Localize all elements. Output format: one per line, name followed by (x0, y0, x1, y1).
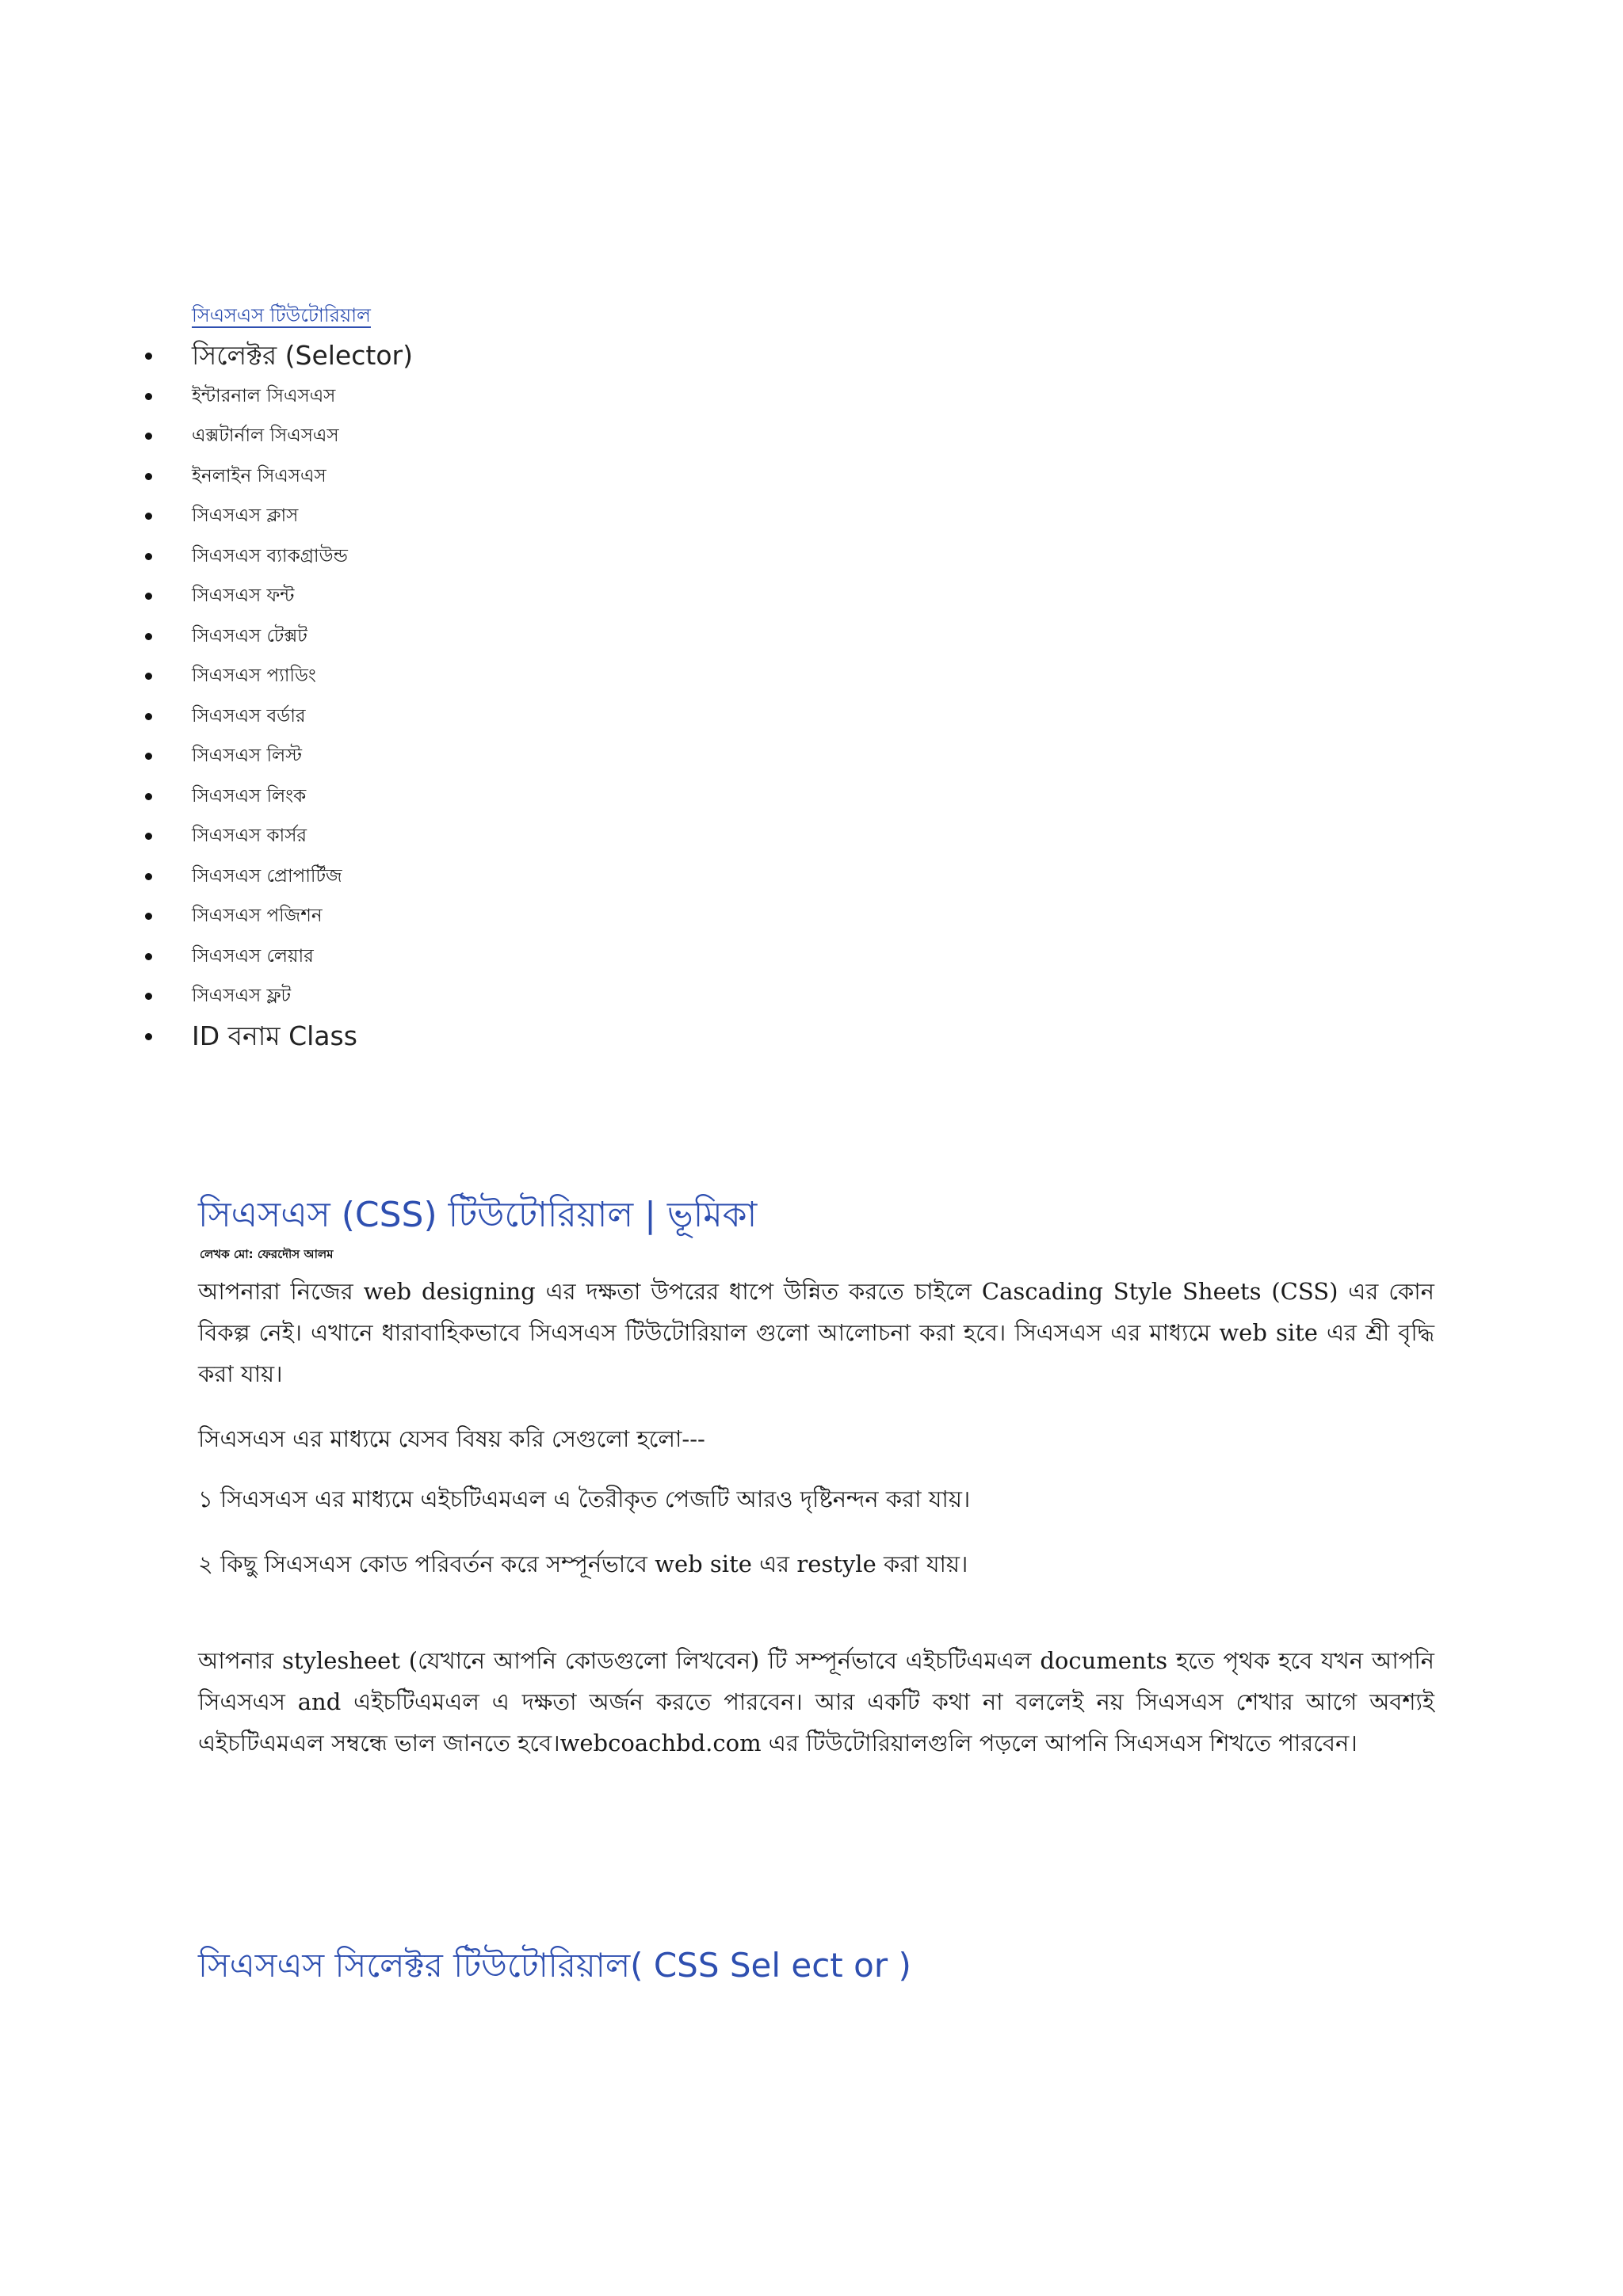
toc-item-css-position[interactable] (0, 896, 413, 936)
bullet-icon (145, 713, 152, 720)
author-byline: লেখক মো: ফেরদৌস আলম (200, 1247, 334, 1261)
toc-item-label: সিএসএস ফ্লট (192, 986, 292, 1006)
toc-item-css-link[interactable] (0, 776, 413, 817)
bullet-icon (145, 593, 152, 600)
bullet-icon (145, 833, 152, 840)
toc-item-css-text[interactable] (0, 616, 413, 657)
toc-item-id-vs-class[interactable] (0, 1016, 413, 1057)
bullet-icon (145, 873, 152, 880)
toc-item-label: সিএসএস লেয়ার (192, 945, 314, 967)
toc-item-internal-css[interactable] (0, 376, 413, 417)
toc-item-css-float[interactable] (0, 976, 413, 1016)
intro-paragraph: আপনারা নিজের web designing এর দক্ষতা উপরের ধাপে উন্নিত করতে চাইলে Cascading Style Sheets (CSS) এর কোন বিকল্প নেই। এখানে ধারাবাহিকভাবে সিএসএস টিউটোরিয়াল গুলো আলোচনা করা হবে। সিএসএস এর মাধ্যমে web site এর শ্রী বৃদ্ধি করা যায়। (198, 1278, 1434, 1387)
selector-section-title: সিএসএস সিলেক্টর টিউটোরিয়াল( CSS Sel ect or ) (198, 1946, 911, 1985)
bullet-icon (145, 673, 152, 680)
toc-item-label: সিএসএস ক্লাস (192, 505, 299, 526)
toc-item-label: ID বনাম Class (192, 1020, 357, 1051)
toc-item-label: সিএসএস কার্সর (192, 826, 307, 846)
toc-item-label: ইনলাইন সিএসএস (192, 465, 327, 486)
intro-point-2: ২ কিছু সিএসএস কোড পরিবর্তন করে সম্পূর্নভাবে web site এর restyle করা যায়। (198, 1550, 968, 1577)
bullet-icon (145, 793, 152, 800)
toc-item-css-properties[interactable] (0, 856, 413, 897)
toc-item-css-cursor[interactable] (0, 816, 413, 856)
toc-item-css-background[interactable] (0, 536, 413, 577)
bullet-icon (145, 633, 152, 640)
toc-list (0, 336, 413, 1056)
bullet-icon (145, 913, 152, 920)
intro-title: সিএসএস (CSS) টিউটোরিয়াল | ভূমিকা (198, 1195, 758, 1235)
toc-item-label: সিএসএস বর্ডার (192, 705, 306, 727)
toc-item-inline-css[interactable] (0, 456, 413, 497)
toc-item-label: সিএসএস ব্যাকগ্রাউন্ড (192, 545, 348, 566)
toc-item-label: সিএসএস টেক্সট (192, 625, 307, 646)
toc-item-css-list[interactable] (0, 736, 413, 776)
bullet-icon (145, 953, 152, 960)
toc-item-css-border[interactable] (0, 696, 413, 737)
toc-item-external-css[interactable] (0, 416, 413, 456)
bullet-icon (145, 353, 152, 360)
toc-item-label: সিএসএস প্রোপার্টিজ (192, 865, 342, 887)
toc-item-label: সিলেক্টর (Selector) (192, 340, 413, 371)
bullet-icon (145, 473, 152, 480)
bullet-icon (145, 753, 152, 760)
toc-item-label: এক্সটার্নাল সিএসএস (192, 425, 339, 446)
toc-item-label: সিএসএস লিংক (192, 785, 307, 807)
toc-item-label: সিএসএস লিস্ট (192, 746, 303, 766)
bullet-icon (145, 553, 152, 560)
toc-item-selector[interactable] (0, 336, 413, 376)
bullet-icon (145, 993, 152, 1000)
toc-item-css-layer[interactable] (0, 936, 413, 977)
toc-heading-link[interactable]: সিএসএস টিউটোরিয়াল (192, 304, 371, 326)
toc-item-css-padding[interactable] (0, 656, 413, 696)
toc-item-label: সিএসএস প্যাডিং (192, 666, 316, 686)
toc-item-label: সিএসএস ফন্ট (192, 585, 295, 606)
toc-item-css-class[interactable] (0, 496, 413, 536)
toc-item-css-font[interactable] (0, 576, 413, 616)
toc-item-label: ইন্টারনাল সিএসএস (192, 385, 336, 406)
bullet-icon (145, 393, 152, 400)
intro-lead-in: সিএসএস এর মাধ্যমে যেসব বিষয় করি সেগুলো হলো--- (198, 1425, 705, 1452)
bullet-icon (145, 513, 152, 520)
intro-point-1: ১ সিএসএস এর মাধ্যমে এইচটিএমএল এ তৈরীকৃত পেজটি আরও দৃষ্টিনন্দন করা যায়। (198, 1486, 971, 1512)
bullet-icon (145, 1033, 152, 1040)
stylesheet-paragraph: আপনার stylesheet (যেখানে আপনি কোডগুলো লিখবেন) টি সম্পূর্নভাবে এইচটিএমএল documents হতে পৃথক হবে যখন আপনি সিএসএস and এইচটিএমএল এ দক্ষতা অর্জন করতে পারবেন। আর একটি কথা না বললেই নয় সিএসএস শেখার আগে অবশ্যই এইচটিএমএল সম্বন্ধে ভাল জানতে হবে।webcoachbd.com এর টিউটোরিয়ালগুলি পড়লে আপনি সিএসএস শিখতে পারবেন। (198, 1647, 1434, 1756)
bullet-icon (145, 433, 152, 440)
toc-item-label: সিএসএস পজিশন (192, 906, 323, 926)
